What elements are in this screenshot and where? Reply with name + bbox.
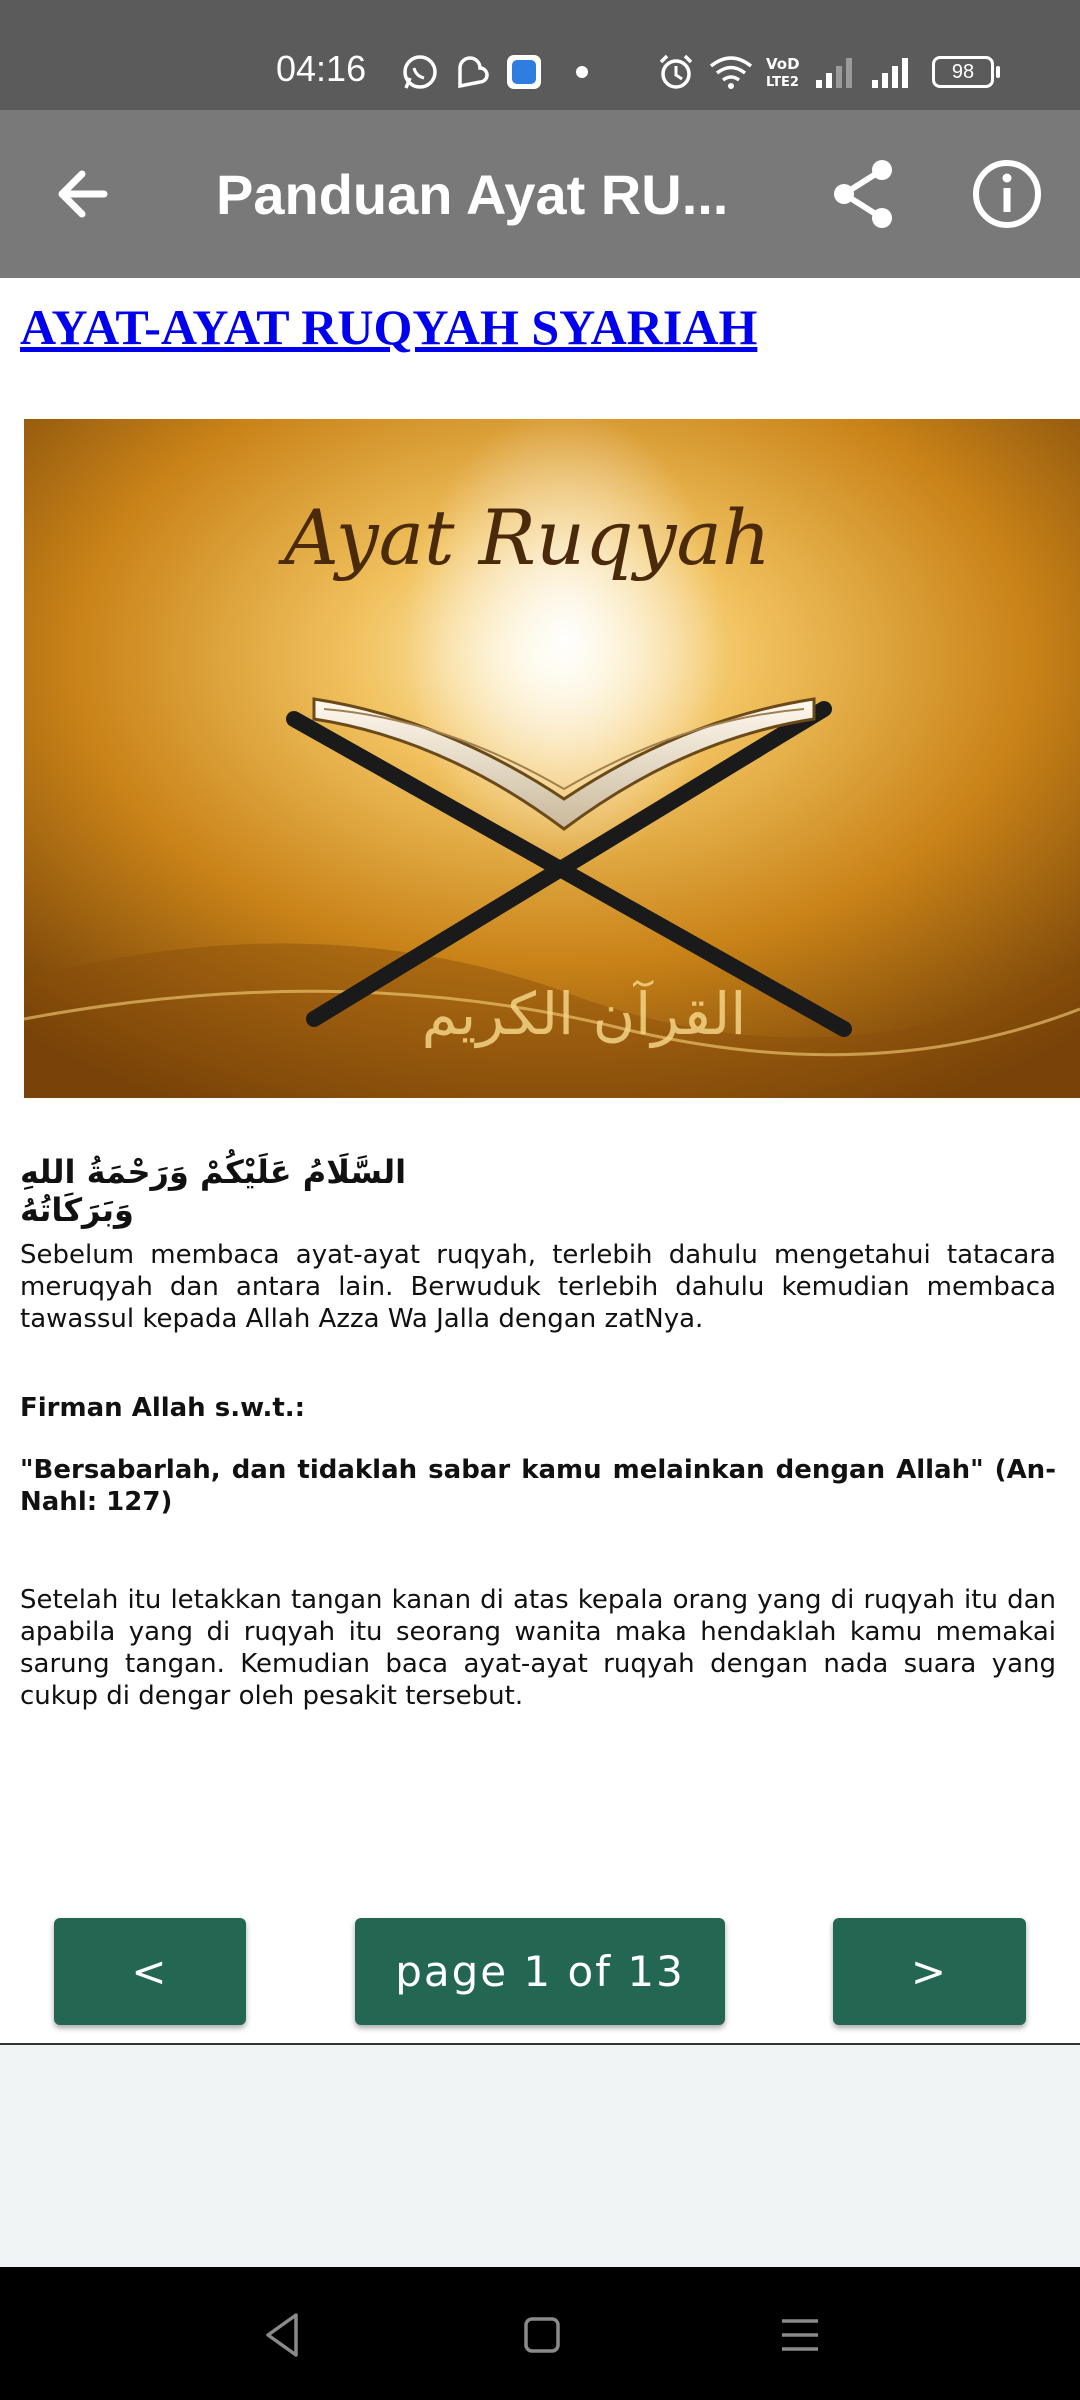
signal-icon-2 bbox=[870, 52, 914, 92]
app-title: Panduan Ayat RU... bbox=[216, 163, 729, 226]
instruction-paragraph: Setelah itu letakkan tangan kanan di atas kepala orang yang di ruqyah itu dan apabila yang di ruqyah itu seorang wanita maka hendaklah kamu memakai sarung tangan. Kemudian baca ayat-ayat ruqyah dengan nada suara yang cukup di dengar oleh pesakit tersebut. bbox=[20, 1585, 1056, 1711]
volte-icon bbox=[764, 52, 804, 92]
hero-illustration bbox=[24, 419, 1080, 1098]
status-time: 04:16 bbox=[276, 48, 367, 89]
footer-area bbox=[0, 2045, 1080, 2267]
wifi-icon bbox=[708, 52, 754, 92]
alarm-icon bbox=[656, 52, 696, 92]
hero-title-script: Ayat Ruqyah bbox=[284, 493, 771, 582]
battery-level: 98 bbox=[951, 60, 975, 83]
back-arrow-icon[interactable] bbox=[42, 152, 126, 236]
arabic-greeting: السَّلَامُ عَلَيْكُمْ وَرَحْمَةُ اللهِ وَبَرَكَاتُهُ bbox=[20, 1153, 407, 1229]
app-icon bbox=[504, 52, 544, 92]
info-icon[interactable] bbox=[965, 152, 1049, 236]
square-home-icon[interactable] bbox=[512, 2305, 572, 2365]
app-bar bbox=[0, 110, 1080, 278]
hero-arabic-calligraphy: القرآن الكريم bbox=[421, 980, 747, 1048]
svg-text:LTE2: LTE2 bbox=[766, 75, 799, 90]
share-icon[interactable] bbox=[822, 152, 906, 236]
status-bar bbox=[0, 0, 1080, 110]
battery-tip bbox=[996, 66, 1000, 78]
next-page-button[interactable]: > bbox=[833, 1918, 1026, 2025]
intro-paragraph: Sebelum membaca ayat-ayat ruqyah, terlebih dahulu mengetahui tatacara meruqyah dan antara lain. Berwuduk terlebih dahulu kemudian membaca tawassul kepada Allah Azza Wa Jalla dengan zatNya. bbox=[20, 1240, 1056, 1334]
lines-menu-icon[interactable] bbox=[770, 2305, 830, 2365]
svg-text:VoD: VoD bbox=[766, 55, 800, 73]
firman-label: Firman Allah s.w.t.: bbox=[20, 1393, 306, 1423]
content-area bbox=[0, 278, 1080, 2043]
signal-icon-1 bbox=[814, 52, 858, 92]
system-navigation-bar bbox=[0, 2267, 1080, 2400]
hero-image bbox=[24, 419, 1080, 1098]
triangle-back-icon[interactable] bbox=[254, 2305, 314, 2365]
whatsapp-icon bbox=[400, 52, 440, 92]
page-heading-link[interactable]: AYAT-AYAT RUQYAH SYARIAH bbox=[20, 299, 758, 355]
dot-icon bbox=[572, 62, 592, 82]
chat-bubble-icon bbox=[452, 52, 492, 92]
quran-quote: "Bersabarlah, dan tidaklah sabar kamu melainkan dengan Allah" (An-Nahl: 127) bbox=[20, 1455, 1056, 1517]
battery-icon bbox=[932, 56, 994, 88]
prev-page-button[interactable]: < bbox=[54, 1918, 246, 2025]
page-indicator-button[interactable]: page 1 of 13 bbox=[355, 1918, 725, 2025]
